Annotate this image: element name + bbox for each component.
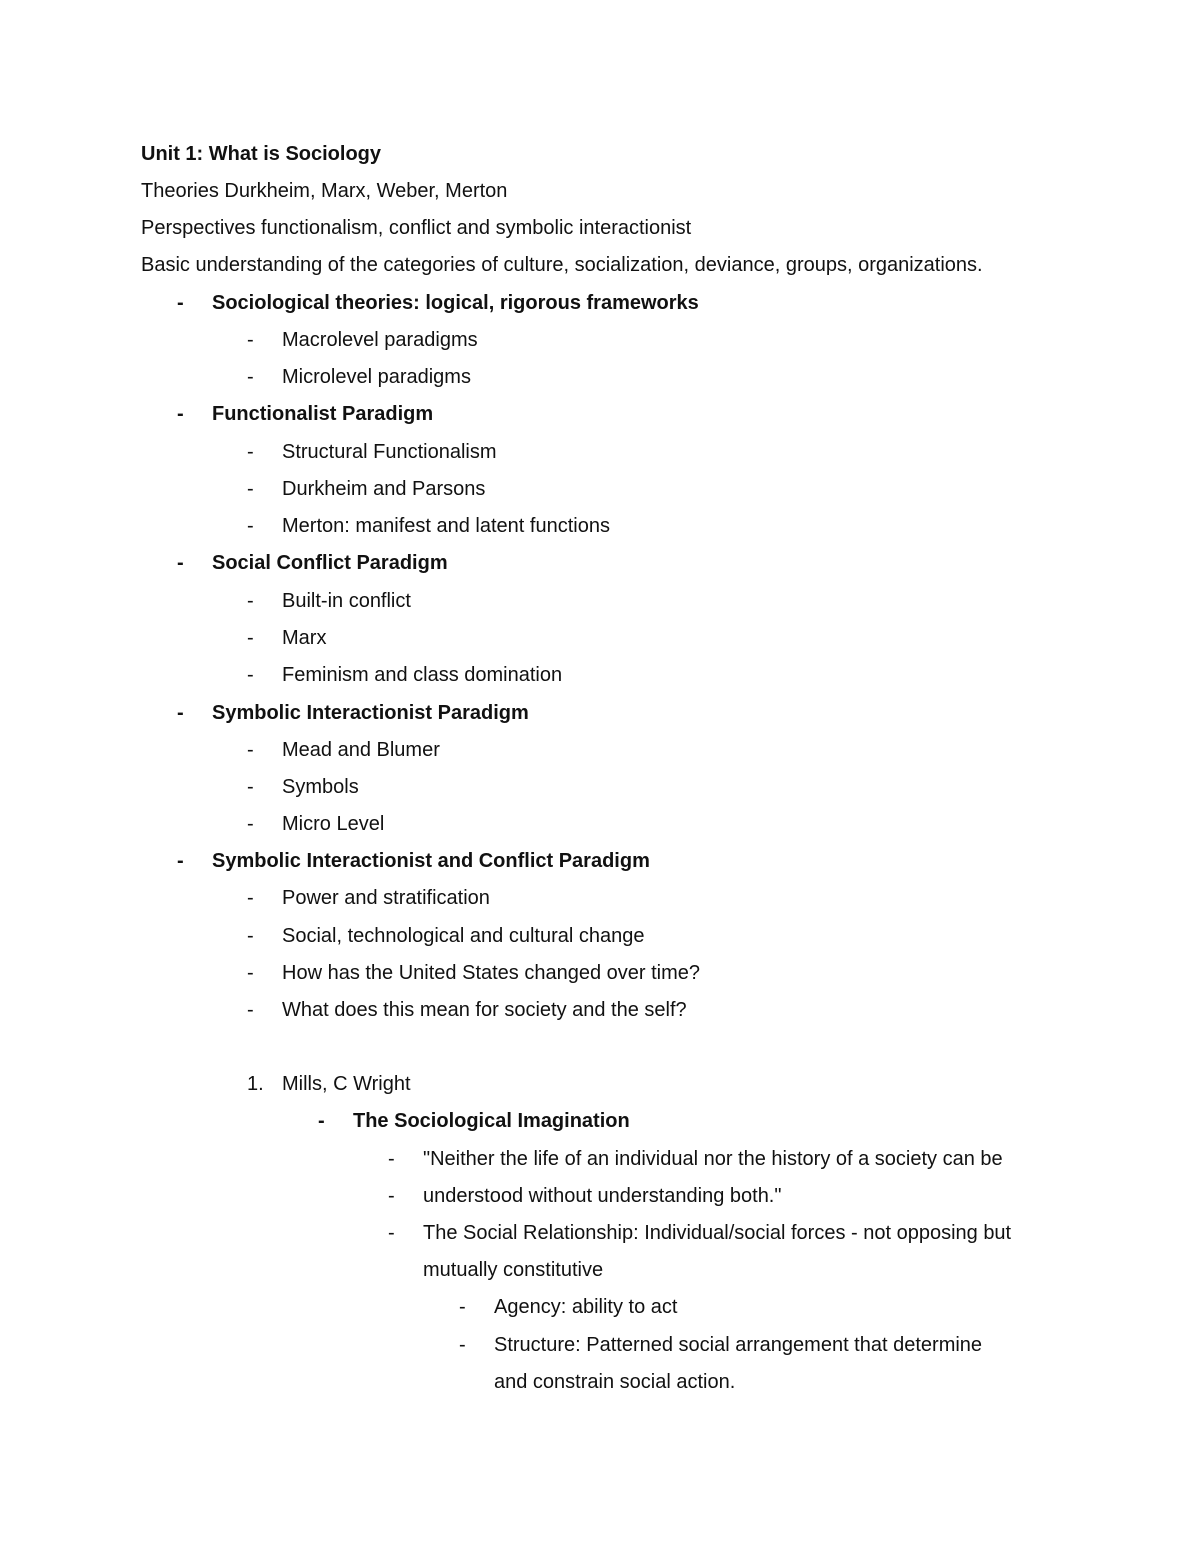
subheading: The Sociological Imagination — [353, 1110, 630, 1132]
section-heading: Functionalist Paradigm — [212, 403, 434, 425]
bullet-dash: - — [177, 292, 184, 314]
bullet-dash: - — [177, 850, 184, 872]
list-item: Social, technological and cultural change — [282, 925, 645, 947]
perspectives-line: Perspectives functionalism, conflict and symbolic interactionist — [141, 217, 692, 239]
section-heading: Symbolic Interactionist Paradigm — [212, 702, 529, 724]
theories-line: Theories Durkheim, Marx, Weber, Merton — [141, 180, 508, 202]
bullet-dash: - — [177, 552, 184, 574]
list-item: Power and stratification — [282, 887, 490, 909]
bullet-dash: - — [177, 702, 184, 724]
bullet-dash: - — [388, 1148, 395, 1170]
bullet-dash: - — [247, 627, 254, 649]
list-item: Feminism and class domination — [282, 664, 563, 686]
numbered-item: Mills, C Wright — [282, 1073, 411, 1095]
list-item: Structural Functionalism — [282, 441, 497, 463]
relationship-line-continued: mutually constitutive — [423, 1259, 604, 1281]
bullet-dash: - — [247, 329, 254, 351]
bullet-dash: - — [247, 776, 254, 798]
bullet-dash: - — [247, 887, 254, 909]
list-item: Built-in conflict — [282, 590, 411, 612]
bullet-dash: - — [318, 1110, 325, 1132]
bullet-dash: - — [247, 962, 254, 984]
quote-line: understood without understanding both." — [423, 1185, 782, 1207]
list-item: What does this mean for society and the self? — [282, 999, 687, 1021]
bullet-dash: - — [247, 478, 254, 500]
list-item: Microlevel paradigms — [282, 366, 471, 388]
bullet-dash: - — [247, 739, 254, 761]
list-number: 1. — [247, 1073, 264, 1095]
bullet-dash: - — [247, 999, 254, 1021]
bullet-dash: - — [388, 1222, 395, 1244]
bullet-dash: - — [247, 515, 254, 537]
bullet-dash: - — [247, 813, 254, 835]
list-item: How has the United States changed over time? — [282, 962, 701, 984]
relationship-line: The Social Relationship: Individual/social forces - not opposing but — [423, 1222, 1012, 1244]
bullet-dash: - — [388, 1185, 395, 1207]
basic-understanding-line: Basic understanding of the categories of culture, socialization, deviance, groups, organizations. — [141, 254, 983, 276]
section-heading: Social Conflict Paradigm — [212, 552, 448, 574]
list-item: Durkheim and Parsons — [282, 478, 486, 500]
agency-line: Agency: ability to act — [494, 1296, 678, 1318]
bullet-dash: - — [247, 366, 254, 388]
structure-line: Structure: Patterned social arrangement that determine — [494, 1334, 983, 1356]
list-item: Micro Level — [282, 813, 385, 835]
list-item: Mead and Blumer — [282, 739, 440, 761]
page-title: Unit 1: What is Sociology — [141, 143, 382, 165]
section-heading: Symbolic Interactionist and Conflict Paradigm — [212, 850, 650, 872]
bullet-dash: - — [177, 403, 184, 425]
list-item: Marx — [282, 627, 327, 649]
bullet-dash: - — [247, 925, 254, 947]
list-item: Merton: manifest and latent functions — [282, 515, 610, 537]
bullet-dash: - — [459, 1334, 466, 1356]
list-item: Symbols — [282, 776, 359, 798]
section-heading: Sociological theories: logical, rigorous frameworks — [212, 292, 699, 314]
quote-line: "Neither the life of an individual nor the history of a society can be — [423, 1148, 1003, 1170]
list-item: Macrolevel paradigms — [282, 329, 478, 351]
bullet-dash: - — [247, 664, 254, 686]
structure-line-continued: and constrain social action. — [494, 1371, 736, 1393]
bullet-dash: - — [247, 590, 254, 612]
bullet-dash: - — [247, 441, 254, 463]
bullet-dash: - — [459, 1296, 466, 1318]
